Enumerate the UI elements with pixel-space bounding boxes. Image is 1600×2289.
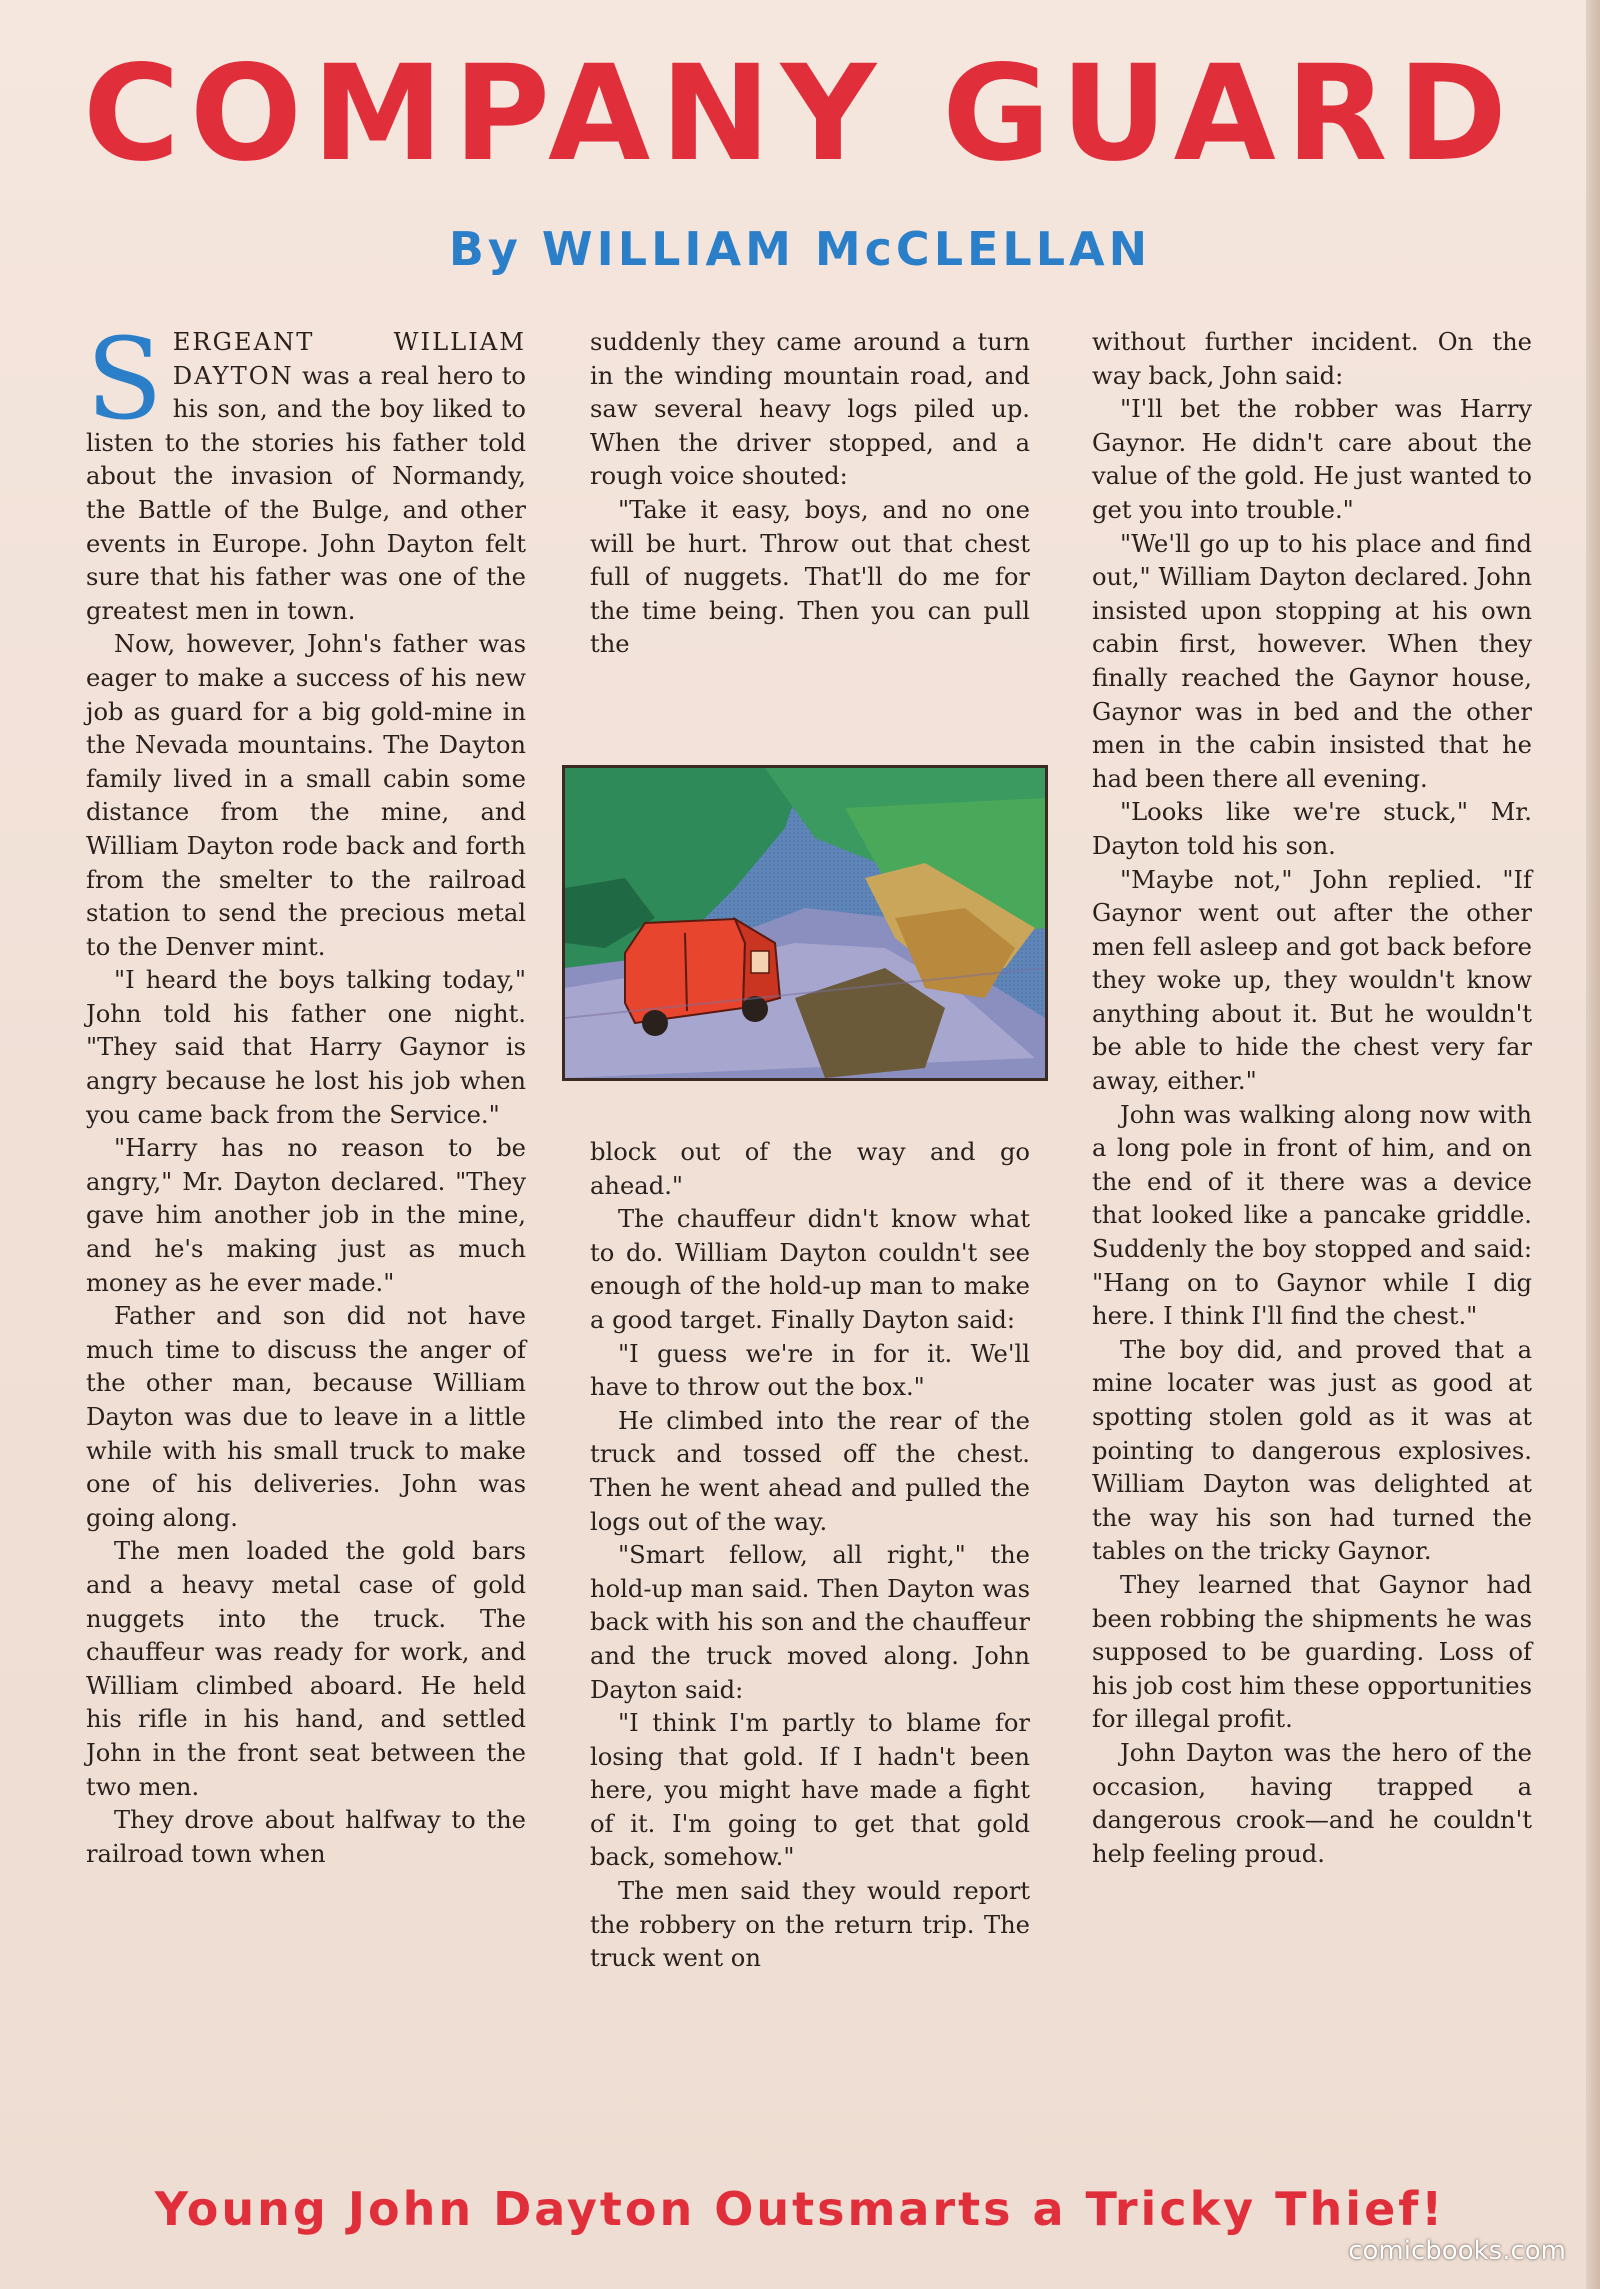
paragraph: "We'll go up to his place and find out," William Dayton declared. John insisted upon stopping at his own cabin first, however. When they finally reached the Gaynor house, Gaynor was in bed and the other men in the cabin insisted that he had been there all evening. xyxy=(1092,529,1532,793)
paragraph: They learned that Gaynor had been robbing the shipments he was supposed to be guarding. Loss of his job cost him these opportunities for illegal profit. xyxy=(1092,1570,1532,1734)
story-illustration xyxy=(562,765,1048,1081)
truck-mountain-road-image xyxy=(565,768,1045,1078)
paragraph: John was walking along now with a long pole in front of him, and on the end of it there was a device that looked like a pancake griddle. Suddenly the boy stopped and said: "Hang on to Gaynor while I dig here. I think I'll find the chest." xyxy=(1092,1100,1532,1331)
paragraph: "Maybe not," John replied. "If Gaynor went out after the other men fell asleep and got back before they woke up, they wouldn't know anything about it. But he wouldn't be able to hide the chest very far away, either." xyxy=(1092,865,1532,1096)
site-watermark: comicbooks.com xyxy=(1348,2236,1566,2266)
text-column-1 xyxy=(86,315,526,1871)
paragraph: He climbed into the rear of the truck and tossed off the chest. Then he went ahead and pulled the logs out of the way. xyxy=(590,1406,1030,1536)
paragraph: "I heard the boys talking today," John told his father one night. "They said that Harry Gaynor is angry because he lost his job when you came back from the Service." xyxy=(86,966,526,1129)
story-byline: By WILLIAM McCLELLAN xyxy=(448,222,1152,276)
paragraph: Father and son did not have much time to discuss the anger of the other man, because William Dayton was due to leave in a little while with his small truck to make one of his deliveries. John was going along. xyxy=(86,1302,526,1532)
story-tagline: Young John Dayton Outsmarts a Tricky Thief! xyxy=(154,2182,1446,2236)
text-column-2-top xyxy=(590,326,1030,662)
text-column-2-bottom xyxy=(590,1136,1030,1976)
paragraph: "I guess we're in for it. We'll have to throw out the box." xyxy=(590,1339,1030,1402)
paragraph: "I think I'm partly to blame for losing that gold. If I hadn't been here, you might have made a fight of it. I'm going to get that gold back, somehow." xyxy=(590,1709,1030,1872)
paragraph xyxy=(86,315,526,628)
paragraph: They drove about halfway to the railroad town when xyxy=(86,1806,526,1868)
paragraph: John Dayton was the hero of the occasion, having trapped a dangerous crook—and he couldn't help feeling proud. xyxy=(1092,1738,1532,1868)
paragraph: The men loaded the gold bars and a heavy metal case of gold nuggets into the truck. The chauffeur was ready for work, and William climbed aboard. He held his rifle in his hand, and settled John in the front seat between the two men. xyxy=(86,1537,526,1801)
paragraph: The men said they would report the robbery on the return trip. The truck went on xyxy=(590,1877,1030,1973)
paragraph: block out of the way and go ahead." xyxy=(590,1138,1030,1200)
paragraph: suddenly they came around a turn in the winding mountain road, and saw several heavy logs piled up. When the driver stopped, and a rough voice shouted: xyxy=(590,328,1030,491)
story-title: COMPANY GUARD xyxy=(82,37,1518,191)
paragraph: "Looks like we're stuck," Mr. Dayton told his son. xyxy=(1092,798,1532,860)
paragraph: "Take it easy, boys, and no one will be hurt. Throw out that chest full of nuggets. That'll do me for the time being. Then you can pull the xyxy=(590,495,1030,659)
paragraph: without further incident. On the way back, John said: xyxy=(1092,328,1532,390)
paragraph-text: was a real hero to his son, and the boy liked to listen to the stories his father told about the invasion of Normandy, the Battle of the Bulge, and other events in Europe. John Dayton felt sure that his father was one of the greatest men in town. xyxy=(86,361,526,625)
drop-cap: S xyxy=(86,315,163,445)
paragraph: "I'll bet the robber was Harry Gaynor. He didn't care about the value of the gold. He just wanted to get you into trouble." xyxy=(1092,395,1532,524)
paragraph: The boy did, and proved that a mine locater was just as good at spotting stolen gold as it was at pointing to dangerous explosives. William Dayton was delighted at the way his son had turned the tables on the tricky Gaynor. xyxy=(1092,1335,1532,1566)
paragraph: "Smart fellow, all right," the hold-up man said. Then Dayton was back with his son and the chauffeur and the truck moved along. John Dayton said: xyxy=(590,1541,1030,1704)
paragraph: The chauffeur didn't know what to do. William Dayton couldn't see enough of the hold-up man to make a good target. Finally Dayton said: xyxy=(590,1205,1030,1334)
text-column-3 xyxy=(1092,326,1532,1871)
paragraph: "Harry has no reason to be angry," Mr. Dayton declared. "They gave him another job in the mine, and he's making just as much money as he ever made." xyxy=(86,1134,526,1297)
lead-in-caps: ERGEANT WILLIAM DAYTON xyxy=(172,328,526,390)
page-edge-shadow xyxy=(1586,0,1600,2289)
paragraph: Now, however, John's father was eager to make a success of his new job as guard for a big gold-mine in the Nevada mountains. The Dayton family lived in a small cabin some distance from the mine, and William Dayton rode back and forth from the smelter to the railroad station to send the precious metal to the Denver mint. xyxy=(86,630,526,961)
